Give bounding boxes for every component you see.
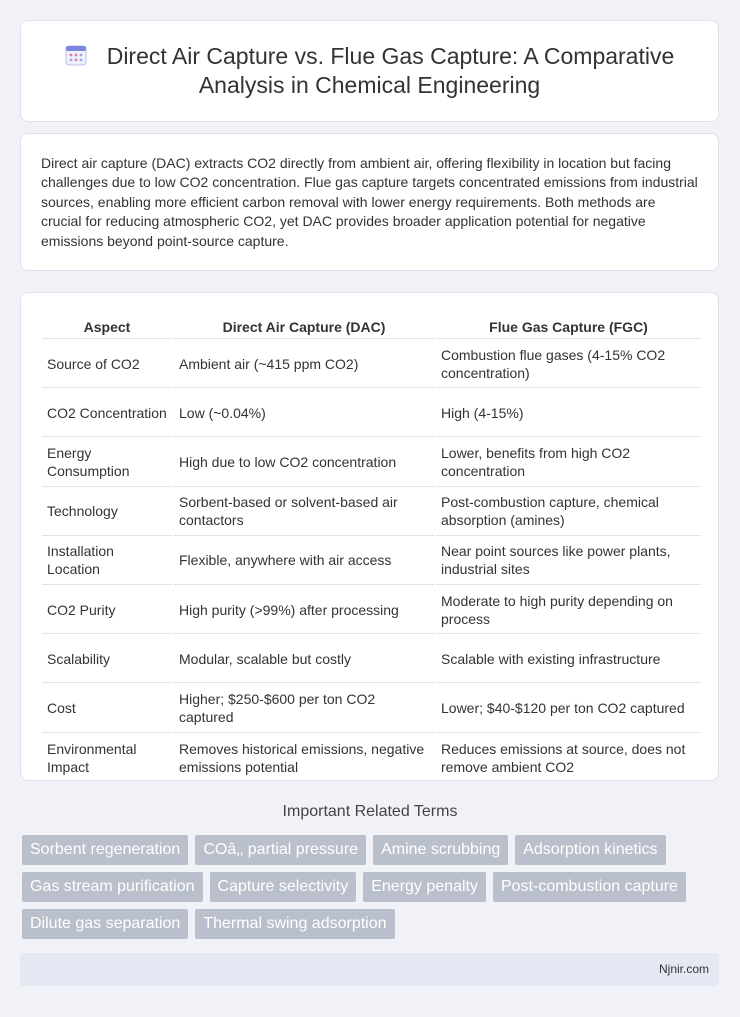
related-terms-tags xyxy=(22,835,722,939)
cell-fgc: High (4-15%) xyxy=(436,388,701,437)
cell-aspect: Installation Location xyxy=(42,536,172,585)
footer-site-link[interactable]: Njnir.com xyxy=(658,962,709,976)
footer xyxy=(20,953,719,986)
related-term-tag[interactable]: Adsorption kinetics xyxy=(515,835,665,865)
table-row xyxy=(42,487,701,536)
calendar-grid-icon xyxy=(65,44,87,66)
page-title: Direct Air Capture vs. Flue Gas Capture: A Comparative Analysis in Chemical Engineering xyxy=(106,43,675,98)
related-term-tag[interactable]: Energy penalty xyxy=(363,872,486,902)
related-term-tag[interactable]: Gas stream purification xyxy=(22,872,203,902)
intro-text: Direct air capture (DAC) extracts CO2 directly from ambient air, offering flexibility in location but facing challenges due to low CO2 concentration. Flue gas capture targets concentrated emissions from industrial sources, enabling more efficient carbon removal with lower energy requirements. Both methods are crucial for reducing atmospheric CO2, yet DAC provides broader application potential for negative emissions beyond point-source capture. xyxy=(41,155,698,249)
table-row xyxy=(42,733,701,782)
related-term-tag[interactable]: Post-combustion capture xyxy=(493,872,686,902)
cell-aspect: Environmental Impact xyxy=(47,740,137,775)
cell-dac: Removes historical emissions, negative emissions potential xyxy=(179,740,425,775)
header-aspect: Aspect xyxy=(42,313,172,339)
cell-fgc: Post-combustion capture, chemical absorption (amines) xyxy=(436,487,701,536)
cell-dac: Higher; $250-$600 per ton CO2 captured xyxy=(174,683,434,732)
cell-aspect: Cost xyxy=(42,683,172,732)
cell-dac: Sorbent-based or solvent-based air contactors xyxy=(174,487,434,536)
cell-dac: High due to low CO2 concentration xyxy=(174,437,434,486)
related-term-tag[interactable]: Capture selectivity xyxy=(210,872,357,902)
table-row xyxy=(42,634,701,683)
table-row xyxy=(42,536,701,585)
related-term-tag[interactable]: Thermal swing adsorption xyxy=(195,909,394,939)
cell-aspect: CO2 Purity xyxy=(42,585,172,634)
table-row xyxy=(42,683,701,732)
cell-fgc: Lower; $40-$120 per ton CO2 captured xyxy=(436,683,701,732)
cell-fgc: Reduces emissions at source, does not remove ambient CO2 xyxy=(441,740,686,775)
related-term-tag[interactable]: Sorbent regeneration xyxy=(22,835,188,865)
header-fgc: Flue Gas Capture (FGC) xyxy=(436,313,701,339)
related-term-tag[interactable]: Amine scrubbing xyxy=(373,835,508,865)
cell-dac: Modular, scalable but costly xyxy=(174,634,434,683)
comparison-table-card xyxy=(20,292,719,781)
cell-dac: Flexible, anywhere with air access xyxy=(174,536,434,585)
table-row xyxy=(42,437,701,486)
intro-card xyxy=(20,133,719,271)
page-title-wrap xyxy=(50,42,690,100)
cell-fgc: Lower, benefits from high CO2 concentration xyxy=(436,437,701,486)
cell-dac: High purity (>99%) after processing xyxy=(174,585,434,634)
table-header-row xyxy=(42,313,701,339)
cell-fgc: Combustion flue gases (4-15% CO2 concentration) xyxy=(436,339,701,388)
related-term-tag[interactable]: COâ‚‚ partial pressure xyxy=(195,835,366,865)
header-card xyxy=(20,20,719,122)
cell-fgc: Moderate to high purity depending on process xyxy=(436,585,701,634)
table-row xyxy=(42,585,701,634)
cell-dac: Ambient air (~415 ppm CO2) xyxy=(174,339,434,388)
related-terms-title: Important Related Terms xyxy=(282,803,458,820)
cell-aspect: Scalability xyxy=(42,634,172,683)
related-term-tag[interactable]: Dilute gas separation xyxy=(22,909,188,939)
cell-fgc: Scalable with existing infrastructure xyxy=(436,634,701,683)
cell-dac: Low (~0.04%) xyxy=(174,388,434,437)
table-row xyxy=(42,388,701,437)
header-dac: Direct Air Capture (DAC) xyxy=(174,313,434,339)
cell-fgc: Near point sources like power plants, industrial sites xyxy=(436,536,701,585)
cell-aspect: CO2 Concentration xyxy=(42,388,172,437)
cell-aspect: Technology xyxy=(42,487,172,536)
cell-aspect: Energy Consumption xyxy=(42,437,172,486)
cell-aspect: Source of CO2 xyxy=(42,339,172,388)
table-row xyxy=(42,339,701,388)
comparison-table xyxy=(40,313,703,782)
